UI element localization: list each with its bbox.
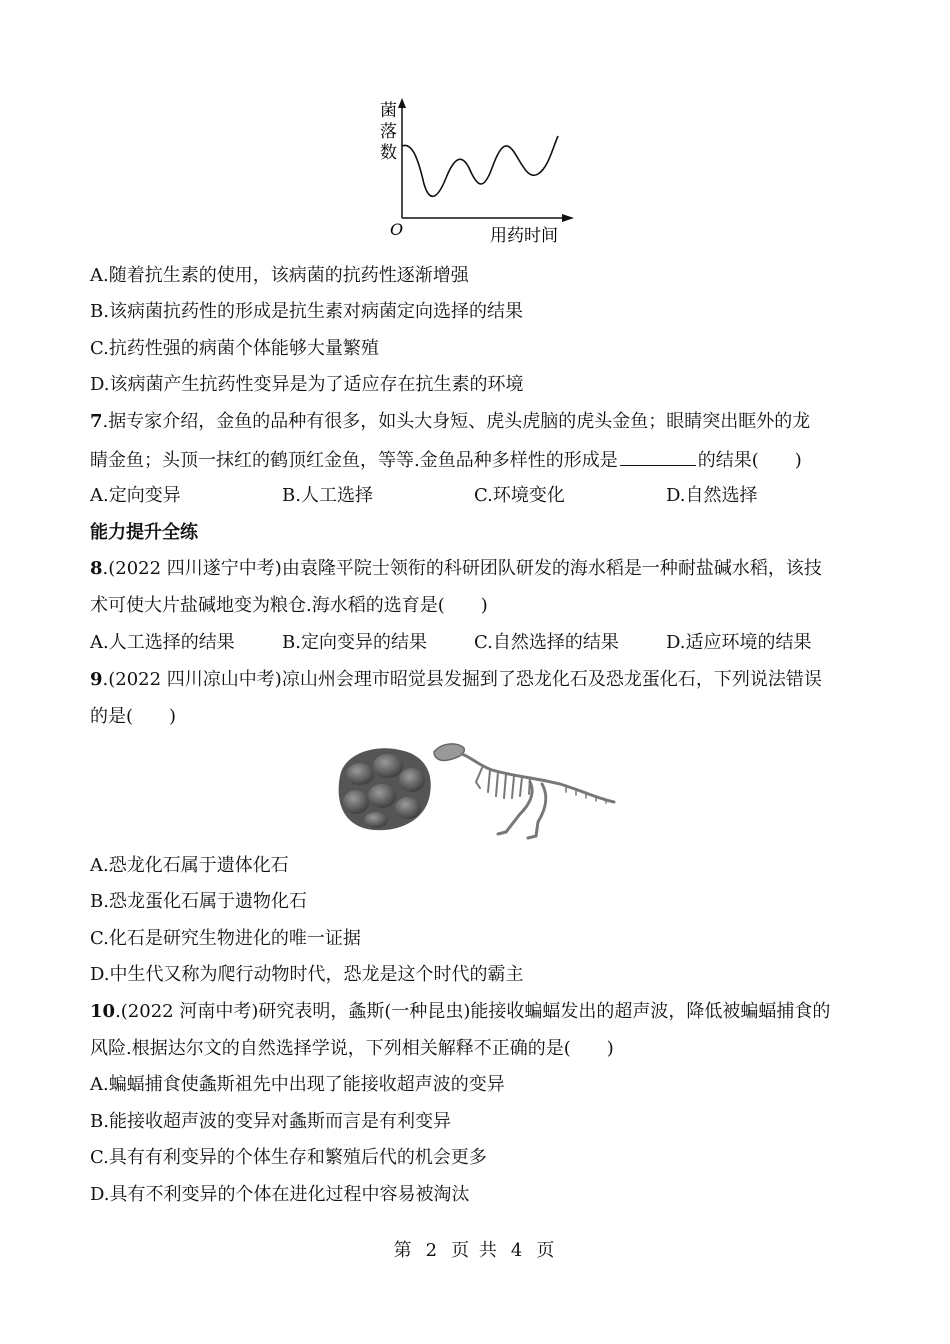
page-footer bbox=[0, 1236, 950, 1262]
q8-option-c: C.自然选择的结果 bbox=[474, 632, 619, 653]
dinosaur-skeleton-icon bbox=[434, 744, 614, 838]
q7-option-d: D.自然选择 bbox=[666, 485, 758, 506]
q7-answer-blank[interactable] bbox=[620, 447, 696, 466]
q7-option-b: B.人工选择 bbox=[282, 485, 373, 506]
section-heading: 能力提升全练 bbox=[90, 522, 198, 543]
footer-prefix: 第 bbox=[393, 1240, 414, 1261]
q8-option-b: B.定向变异的结果 bbox=[282, 632, 427, 653]
q9-option-a: A.恐龙化石属于遗体化石 bbox=[90, 855, 289, 876]
q6-option-a: A.随着抗生素的使用，该病菌的抗药性逐渐增强 bbox=[90, 265, 469, 286]
q9-stem-line1 bbox=[90, 668, 822, 692]
q10-option-a: A.蝙蝠捕食使螽斯祖先中出现了能接收超声波的变异 bbox=[90, 1074, 505, 1095]
q9-number: 9 bbox=[90, 669, 103, 690]
egg-fossil-icon bbox=[339, 748, 431, 830]
q7-number: 7 bbox=[90, 411, 103, 432]
origin-label: O bbox=[390, 220, 404, 239]
colony-curve bbox=[402, 136, 558, 196]
footer-total-pages: 4 bbox=[510, 1240, 525, 1261]
q9-option-d: D.中生代又称为爬行动物时代，恐龙是这个时代的霸主 bbox=[90, 964, 524, 985]
q8-option-a: A.人工选择的结果 bbox=[90, 632, 235, 653]
q7-option-c: C.环境变化 bbox=[474, 485, 565, 506]
y-axis-arrow bbox=[398, 98, 406, 108]
ylabel-char-3: 数 bbox=[380, 143, 397, 163]
xlabel: 用药时间 bbox=[490, 226, 558, 246]
ylabel-char-1: 菌 bbox=[380, 101, 397, 121]
footer-page-number: 2 bbox=[425, 1240, 440, 1261]
q6-option-d: D.该病菌产生抗药性变异是为了适应存在抗生素的环境 bbox=[90, 374, 524, 395]
footer-suffix: 页 bbox=[536, 1240, 557, 1261]
q6-option-c: C.抗药性强的病菌个体能够大量繁殖 bbox=[90, 338, 379, 359]
q8-text-1: .(2022 四川遂宁中考)由袁隆平院士领衔的科研团队研发的海水稻是一种耐盐碱水稻，该技 bbox=[102, 558, 822, 579]
q7-text-3: 的结果( ) bbox=[697, 450, 802, 471]
q9-stem-line2: 的是( ) bbox=[90, 706, 177, 727]
q8-number: 8 bbox=[90, 558, 103, 579]
dinosaur-fossil-image bbox=[330, 736, 620, 842]
q6-option-b: B.该病菌抗药性的形成是抗生素对病菌定向选择的结果 bbox=[90, 301, 523, 322]
q8-stem-line2: 术可使大片盐碱地变为粮仓.海水稻的选育是( ) bbox=[90, 595, 488, 616]
ylabel-char-2: 落 bbox=[380, 122, 397, 142]
q7-option-a: A.定向变异 bbox=[90, 485, 181, 506]
q8-stem-line1 bbox=[90, 557, 822, 581]
q10-text-1: .(2022 河南中考)研究表明，螽斯(一种昆虫)能接收蝙蝠发出的超声波，降低被蝙蝠捕食的 bbox=[115, 1001, 831, 1022]
q9-option-b: B.恐龙蛋化石属于遗物化石 bbox=[90, 891, 307, 912]
q7-text-1: .据专家介绍，金鱼的品种有很多，如头大身短、虎头虎脑的虎头金鱼；眼睛突出眶外的龙 bbox=[102, 411, 811, 432]
x-axis-arrow bbox=[562, 214, 574, 222]
colony-count-graph bbox=[368, 96, 578, 246]
q10-option-b: B.能接收超声波的变异对螽斯而言是有利变异 bbox=[90, 1111, 451, 1132]
q9-option-c: C.化石是研究生物进化的唯一证据 bbox=[90, 928, 361, 949]
footer-mid: 页 共 bbox=[451, 1240, 499, 1261]
q9-text-1: .(2022 四川凉山中考)凉山州会理市昭觉县发掘到了恐龙化石及恐龙蛋化石，下列说法错误 bbox=[102, 669, 822, 690]
q8-option-d: D.适应环境的结果 bbox=[666, 632, 812, 653]
q7-stem-line2 bbox=[90, 447, 802, 473]
q10-stem-line1 bbox=[90, 1000, 830, 1024]
q7-text-2: 睛金鱼；头顶一抹红的鹤顶红金鱼，等等.金鱼品种多样性的形成是 bbox=[90, 450, 618, 471]
q10-option-c: C.具有有利变异的个体生存和繁殖后代的机会更多 bbox=[90, 1147, 487, 1168]
q10-stem-line2: 风险.根据达尔文的自然选择学说，下列相关解释不正确的是( ) bbox=[90, 1038, 614, 1059]
q10-option-d: D.具有不利变异的个体在进化过程中容易被淘汰 bbox=[90, 1184, 470, 1205]
q7-stem-line1 bbox=[90, 410, 810, 434]
q10-number: 10 bbox=[90, 1001, 116, 1022]
